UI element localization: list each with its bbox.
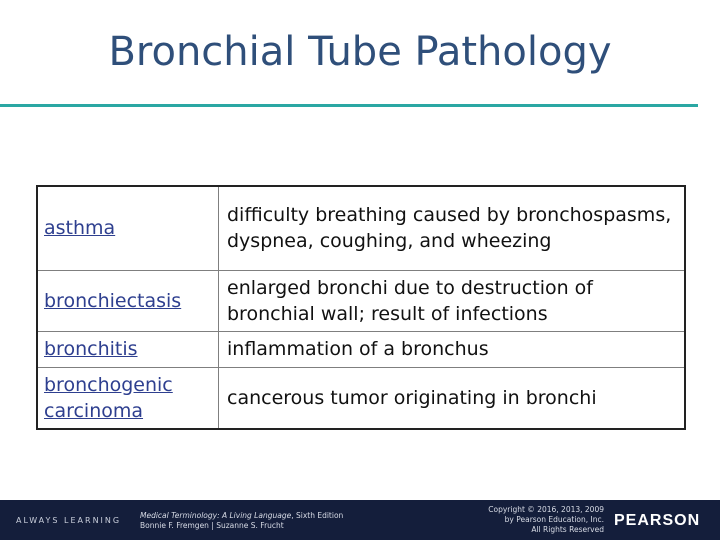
book-title-line xyxy=(140,511,410,521)
pearson-logo: PEARSON xyxy=(614,512,701,529)
book-title: Medical Terminology: A Living Language xyxy=(140,511,292,520)
book-edition: , Sixth Edition xyxy=(291,511,344,520)
footer-tagline: ALWAYS LEARNING xyxy=(16,516,122,525)
footer-book-info xyxy=(140,511,410,531)
copyright-line-1: Copyright © 2016, 2013, 2009 xyxy=(488,505,604,514)
term-definition: cancerous tumor originating in bronchi xyxy=(219,367,686,429)
term-definition: difficulty breathing caused by bronchospasms, dyspnea, coughing, and wheezing xyxy=(219,186,686,270)
table-row xyxy=(37,331,685,367)
term-definition: enlarged bronchi due to destruction of bronchial wall; result of infections xyxy=(219,270,686,331)
slide-title: Bronchial Tube Pathology xyxy=(108,29,612,75)
table-row xyxy=(37,367,685,429)
term-link[interactable]: bronchogenic carcinoma xyxy=(37,367,219,429)
term-link[interactable]: asthma xyxy=(37,186,219,270)
footer-copyright xyxy=(440,505,604,535)
book-authors: Bonnie F. Fremgen | Suzanne S. Frucht xyxy=(140,521,284,530)
table-row xyxy=(37,270,685,331)
pathology-table xyxy=(36,185,686,430)
footer-bar xyxy=(0,500,720,540)
term-link[interactable]: bronchitis xyxy=(37,331,219,367)
table-row xyxy=(37,186,685,270)
term-definition: inflammation of a bronchus xyxy=(219,331,686,367)
copyright-line-3: All Rights Reserved xyxy=(531,525,604,534)
term-link[interactable]: bronchiectasis xyxy=(37,270,219,331)
title-underline xyxy=(0,104,698,107)
copyright-line-2: by Pearson Education, Inc. xyxy=(504,515,604,524)
